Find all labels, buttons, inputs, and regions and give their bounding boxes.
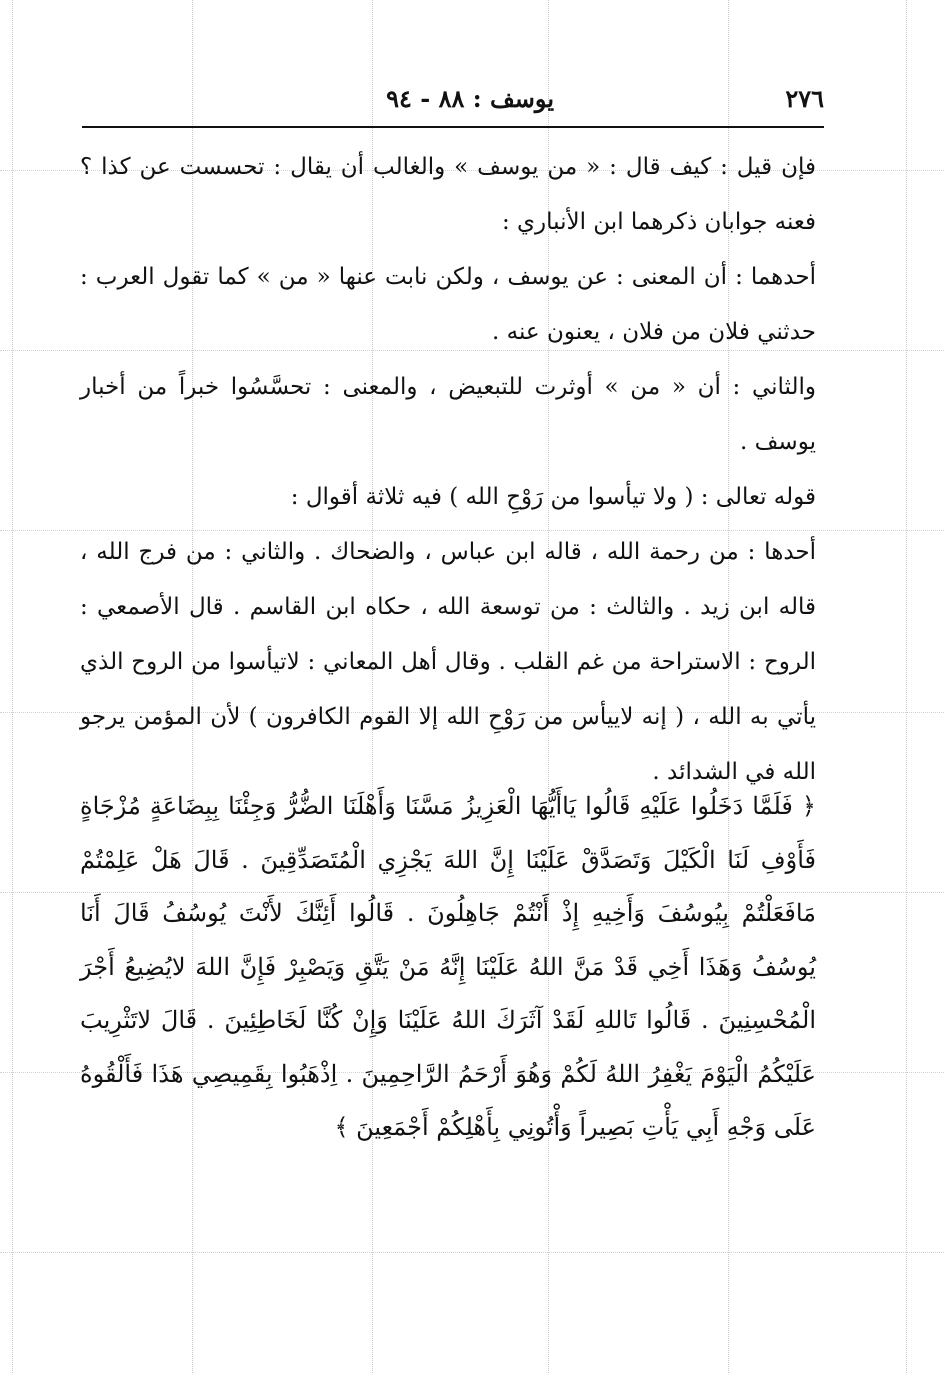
quran-passage: ﴿ فَلَمَّا دَخَلُوا عَلَيْهِ قَالُوا يَاأَيُّهَا الْعَزِيزُ مَسَّنَا وَأَهْلَنَا الضُّرُّ وَجِئْنَا بِبِضَاعَةٍ مُزْجَاةٍ فَأَوْفِ لَنَا الْكَيْلَ وَتَصَدَّقْ عَلَيْنَا إِنَّ اللهَ يَجْزِي الْمُتَصَدِّقِينَ . قَالَ هَلْ عَلِمْتُمْ مَافَعَلْتُمْ بِيُوسُفَ وَأَخِيهِ إِذْ أَنْتُمْ جَاهِلُونَ . قَالُوا أَئِنَّكَ لأَنْتَ يُوسُفُ قَالَ أَنَا يُوسُفُ وَهَذَا أَخِي قَدْ مَنَّ اللهُ عَلَيْنَا إِنَّهُ مَنْ يَتَّقِ وَيَصْبِرْ فَإِنَّ اللهَ لايُضِيعُ أَجْرَ الْمُحْسِنِينَ . قَالُوا تَاللهِ لَقَدْ آثَرَكَ اللهُ عَلَيْنَا وَإِنْ كُنَّا لَخَاطِئِينَ . قَالَ لاتَثْرِيبَ عَلَيْكُمُ الْيَوْمَ يَغْفِرُ اللهُ لَكُمْ وَهُوَ أَرْحَمُ الرَّاحِمِينَ . اِذْهَبُوا بِقَمِيصِي هَذَا فَأَلْقُوهُ عَلَى وَجْهِ أَبِي يَأْتِ بَصِيراً وَأْتُونِي بِأَهْلِكُمْ أَجْمَعِينَ ﴾ (80, 792, 816, 1141)
running-title: يوسف : ٨٨ - ٩٤ (386, 84, 554, 113)
grid-line (0, 1252, 944, 1253)
paragraph: أحدهما : أن المعنى : عن يوسف ، ولكن نابت عنها « من » كما تقول العرب : حدثني فلان من فلان ، يعنون عنه . (80, 264, 816, 345)
grid-line (906, 0, 907, 1373)
page-header (82, 84, 824, 124)
commentary-text (80, 140, 816, 800)
paragraph: والثاني : أن « من » أوثرت للتبعيض ، والمعنى : تحسَّسُوا خبراً من أخبار يوسف . (80, 374, 816, 455)
paragraph: أحدها : من رحمة الله ، قاله ابن عباس ، والضحاك . والثاني : من فرج الله ، قاله ابن زيد . والثالث : من توسعة الله ، حكاه ابن القاسم . قال الأصمعي : الروح : الاستراحة من غم القلب . وقال أهل المعاني : لاتيأسوا من الروح الذي يأتي به الله ، ( إنه لاييأس من رَوْحِ الله إلا القوم الكافرون ) لأن المؤمن يرجو الله في الشدائد . (80, 539, 816, 785)
paragraph: فإن قيل : كيف قال : « من يوسف » والغالب أن يقال : تحسست عن كذا ؟ فعنه جوابان ذكرهما ابن الأنباري : (80, 154, 816, 235)
grid-line (12, 0, 13, 1373)
header-rule (82, 126, 824, 128)
page-number: ٢٧٦ (785, 84, 824, 113)
paragraph: قوله تعالى : ( ولا تيأسوا من رَوْحِ الله ) فيه ثلاثة أقوال : (290, 484, 816, 510)
